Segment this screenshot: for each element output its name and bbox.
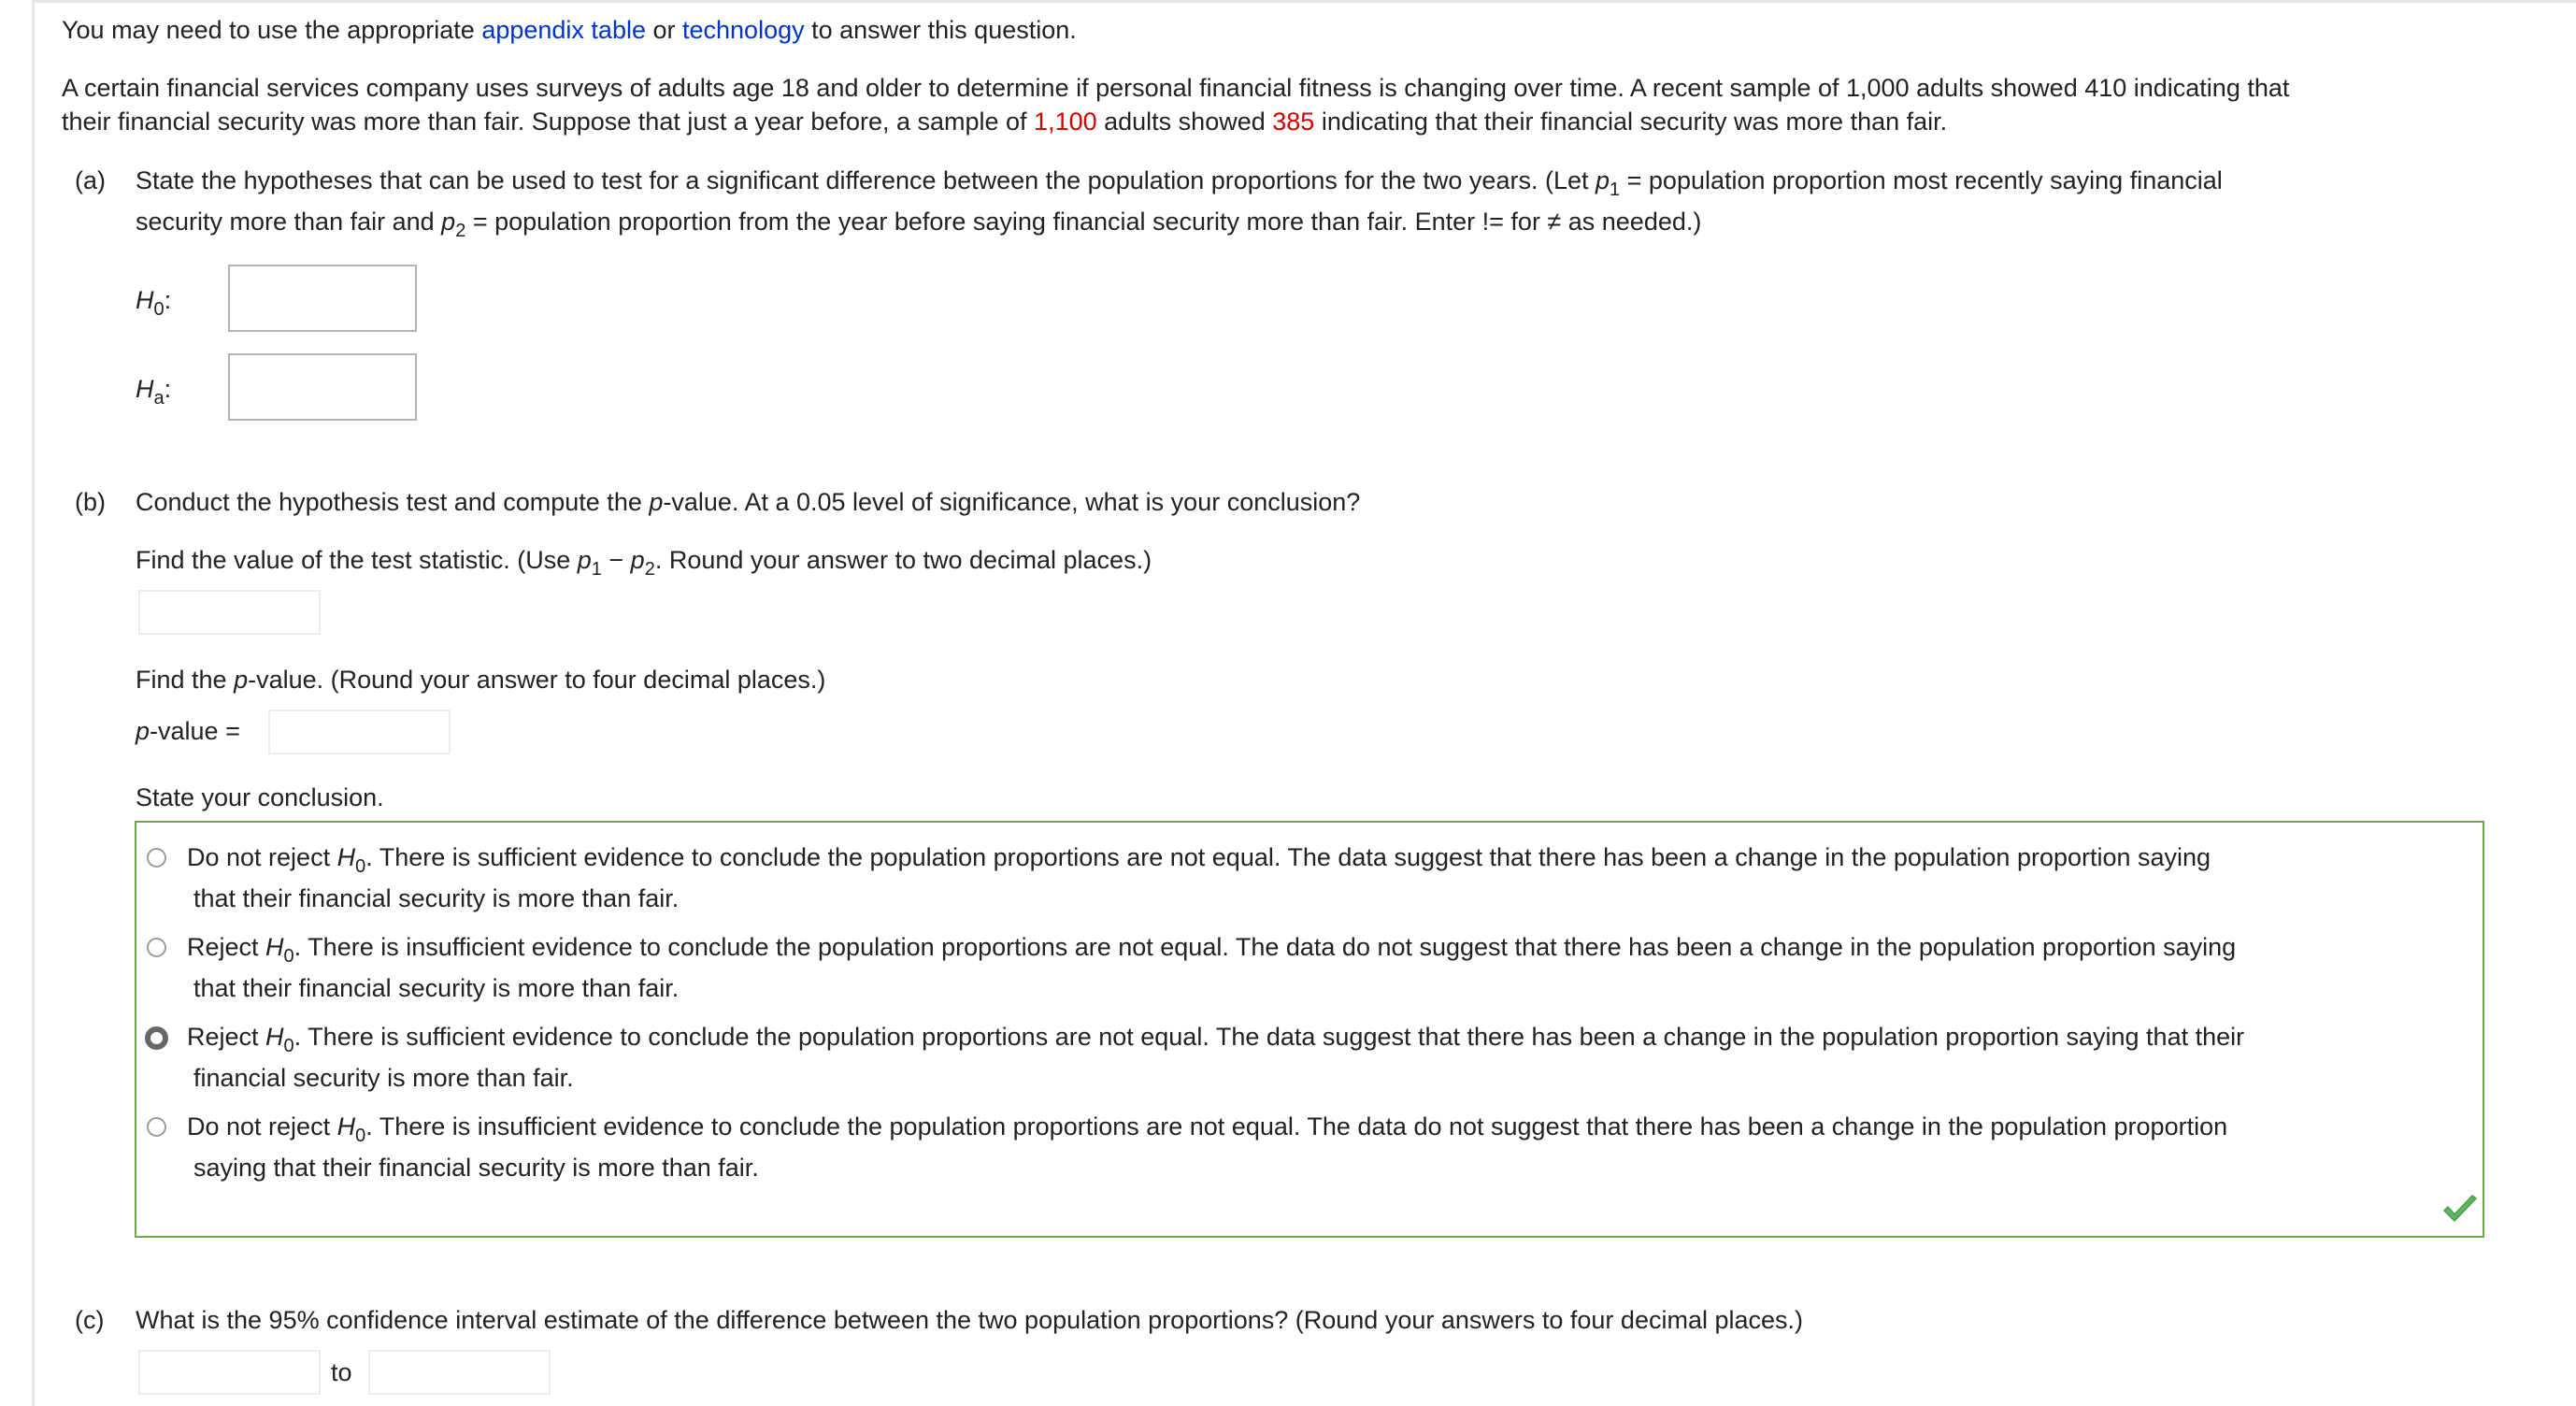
correct-check-icon — [2441, 1194, 2479, 1226]
test-statistic-input[interactable] — [138, 590, 321, 635]
intro-suffix: to answer this question. — [804, 16, 1077, 44]
radio-option-1[interactable] — [147, 848, 166, 868]
p-value-label — [136, 714, 240, 748]
minus-sign: − — [601, 546, 631, 574]
ci-upper-input[interactable] — [368, 1350, 551, 1395]
problem-text: indicating that their financial security was more than fair. — [1314, 108, 1948, 136]
sample-size-value: 1,100 — [1034, 108, 1097, 136]
p-symbol: p — [630, 546, 645, 574]
part-c-label: (c) — [75, 1306, 105, 1334]
option-text: financial security is more than fair. — [193, 1064, 574, 1092]
h0-label — [136, 283, 172, 320]
h-symbol: H — [136, 375, 154, 403]
radio-option-2[interactable] — [147, 938, 166, 957]
h0-input[interactable] — [228, 265, 417, 332]
intro-line — [62, 13, 1077, 47]
colon: : — [164, 375, 172, 403]
appendix-table-link[interactable]: appendix table — [481, 16, 646, 44]
part-b-line-1 — [136, 485, 1360, 519]
h-symbol: H — [265, 1023, 284, 1051]
part-b-text: Find the value of the test statistic. (Use — [136, 546, 578, 574]
problem-text: adults showed — [1096, 108, 1273, 136]
option-lead: Do not reject — [187, 1112, 337, 1141]
p-symbol: p — [1595, 166, 1610, 194]
ci-lower-input[interactable] — [138, 1350, 321, 1395]
option-text: that their financial security is more than fair. — [193, 884, 680, 912]
part-a-text: = population proportion from the year before saying financial security more than fair. Enter != for ≠ as needed.) — [465, 208, 1702, 236]
subscript: 0 — [355, 1126, 366, 1146]
intro-prefix: You may need to use the appropriate — [62, 16, 482, 44]
p-value-input[interactable] — [268, 710, 451, 754]
p-value-prompt — [136, 663, 825, 696]
option-lead: Reject — [187, 1023, 266, 1051]
part-b-text: Find the — [136, 666, 235, 694]
p-symbol: p — [136, 717, 150, 745]
part-c-question: What is the 95% confidence interval estimate of the difference between the two population proportions? (Round your answers to four decimal places.) — [136, 1306, 1804, 1334]
part-a-text: security more than fair and — [136, 208, 442, 236]
part-b-label: (b) — [75, 488, 106, 516]
part-b-text: Conduct the hypothesis test and compute the — [136, 488, 650, 516]
h-symbol: H — [336, 1112, 356, 1141]
part-a-label: (a) — [75, 166, 106, 194]
h-symbol: H — [336, 843, 356, 871]
radio-option-4[interactable] — [147, 1117, 166, 1137]
p-symbol: p — [577, 546, 592, 574]
subscript: a — [153, 388, 165, 409]
option-text: . There is sufficient evidence to conclude the population proportions are not equal. The data suggest that there has been a change in the population proportion saying that their — [293, 1023, 2245, 1051]
subscript: 2 — [644, 559, 655, 580]
option-text: saying that their financial security is more than fair. — [193, 1154, 759, 1182]
test-stat-prompt — [136, 543, 1152, 580]
h-symbol: H — [136, 286, 154, 314]
h-symbol: H — [265, 933, 284, 961]
option-text: . There is insufficient evidence to conclude the population proportions are not equal. The data do not suggest that there has been a change in the population proportion saying — [293, 933, 2237, 961]
ha-input[interactable] — [228, 353, 417, 421]
subscript: 0 — [283, 946, 294, 967]
part-b-text: -value. (Round your answer to four decimal places.) — [248, 666, 826, 694]
p-symbol: p — [649, 488, 664, 516]
p-symbol: p — [234, 666, 249, 694]
part-a-text: = population proportion most recently saying financial — [1620, 166, 2223, 194]
part-a-line-1 — [136, 164, 2223, 200]
problem-text: their financial security was more than fair. Suppose that just a year before, a sample of — [62, 108, 1035, 136]
conclusion-option-2[interactable] — [187, 926, 2486, 1009]
subscript: 0 — [153, 299, 165, 320]
colon: : — [164, 286, 172, 314]
part-a-line-2 — [136, 205, 1702, 241]
count-value: 385 — [1272, 108, 1315, 136]
p-value-equals: -value = — [150, 717, 240, 745]
subscript: 2 — [455, 221, 466, 241]
option-lead: Do not reject — [187, 843, 337, 871]
conclusion-option-1[interactable] — [187, 837, 2486, 919]
intro-mid: or — [645, 16, 682, 44]
ci-to-label: to — [331, 1358, 352, 1386]
conclusion-option-4[interactable] — [187, 1106, 2486, 1188]
ha-label — [136, 372, 172, 409]
technology-link[interactable]: technology — [682, 16, 805, 44]
problem-line-2 — [62, 105, 1947, 138]
option-text: that their financial security is more than fair. — [193, 974, 680, 1002]
part-a-text: State the hypotheses that can be used to test for a significant difference between the population proportions for the two years. (Let — [136, 166, 1596, 194]
radio-option-3-selected[interactable] — [145, 1026, 168, 1050]
subscript: 0 — [283, 1036, 294, 1056]
conclusion-option-3[interactable] — [187, 1016, 2486, 1098]
p-symbol: p — [441, 208, 456, 236]
subscript: 0 — [355, 856, 366, 877]
option-lead: Reject — [187, 933, 266, 961]
option-text: . There is insufficient evidence to conclude the population proportions are not equal. The data do not suggest that there has been a change in the population proportion — [365, 1112, 2228, 1141]
subscript: 1 — [591, 559, 602, 580]
part-b-text: -value. At a 0.05 level of significance, what is your conclusion? — [663, 488, 1361, 516]
option-text: . There is sufficient evidence to conclude the population proportions are not equal. The data suggest that there has been a change in the population proportion saying — [365, 843, 2211, 871]
subscript: 1 — [1610, 179, 1621, 200]
problem-line-1: A certain financial services company uses surveys of adults age 18 and older to determine if personal financial fitness is changing over time. A recent sample of 1,000 adults showed 410 indicating that — [62, 74, 2290, 102]
part-b-text: . Round your answer to two decimal places.) — [654, 546, 1152, 574]
conclusion-prompt: State your conclusion. — [136, 783, 384, 811]
